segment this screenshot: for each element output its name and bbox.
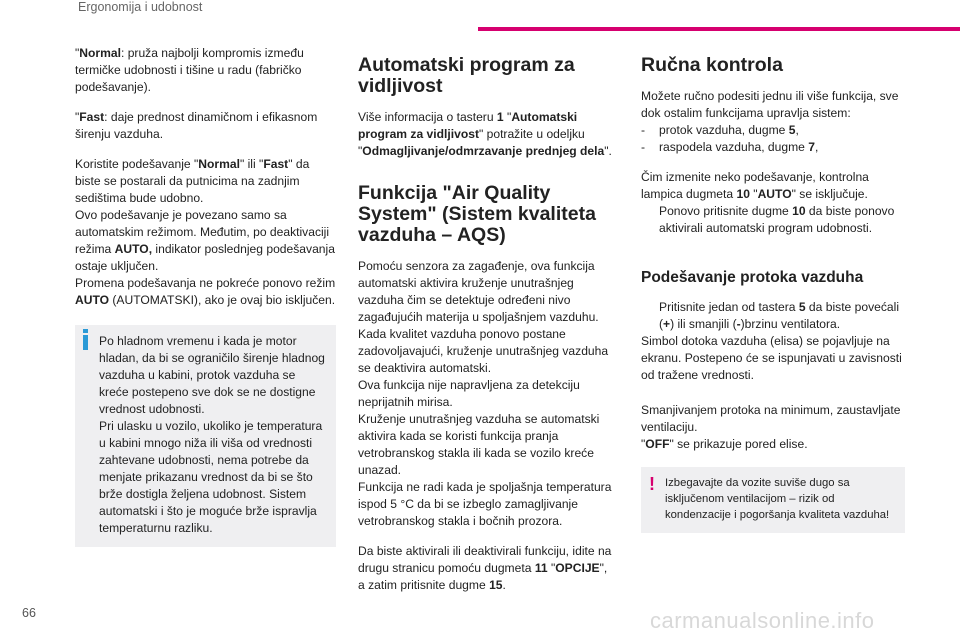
text: Kruženje unutrašnjeg vazduha se automatski aktivira kada se koristi funkcija pranja vetrobranskog stakla ili kada se vozilo kreće unazad. [358, 412, 600, 477]
text: " [749, 187, 758, 201]
text: indikator poslednjeg podešavanja ostaje uključen. [75, 242, 335, 273]
plus-sign: + [663, 317, 671, 331]
heading-visibility-program: Automatski program za vidljivost [358, 54, 575, 97]
text: ". [604, 144, 612, 158]
info-icon [83, 335, 88, 350]
term-auto: AUTO, [114, 242, 153, 256]
text: Smanjivanjem protoka na minimum, zaustavljate ventilaciju. [641, 403, 901, 434]
paragraph-normal: "Normal: pruža najbolji kompromis između termičke udobnosti i tišine u radu (fabričko podešavanje). [75, 46, 304, 94]
paragraph-manual [641, 88, 905, 156]
button-number: 5 [788, 123, 796, 137]
text: Simbol dotoka vazduha (elisa) se pojavljuje na ekranu. Postepeno će se ispunjavati u zavisnosti od tražene vrednosti. [641, 334, 902, 382]
text: Pritisnite jedan od tastera [659, 300, 799, 314]
term-fast: Fast [263, 157, 289, 171]
paragraph-visibility [358, 109, 622, 160]
paragraph-airflow [641, 299, 905, 384]
text: ", [599, 561, 608, 575]
text: da biste ponovo aktivirali automatski program udobnosti. [659, 204, 895, 235]
text: , [815, 140, 819, 154]
text: (AUTOMATSKI), ako je ovaj bio isključen. [109, 293, 336, 307]
term-normal: Normal [198, 157, 240, 171]
text: " [641, 437, 646, 451]
page-number: 66 [22, 606, 36, 620]
heading-airflow: Podešavanje protoka vazduha [641, 269, 864, 286]
note-text: Pri ulasku u vozilo, ukoliko je temperatura u kabini mnogo niža ili viša od vrednosti zahtevane udobnosti, nema potrebe da menjate prikazanu vrednost da bi se što brže dostigla željena udobnost. Sistem automatski i što je moguće brže ispravlja temperaturnu razliku. [99, 419, 323, 535]
text: Više informacija o tasteru [358, 110, 497, 124]
text: Čim izmenite neko podešavanje, kontrolna lampica dugmeta [641, 170, 869, 201]
button-number: 1 [496, 110, 504, 124]
text: Ovo podešavanje je povezano samo sa automatskim režimom. Međutim, po deaktivaciji režima [75, 208, 330, 256]
paragraph-off [641, 402, 905, 453]
button-number: 15 [489, 578, 503, 592]
text: Ponovo pritisnite dugme [659, 204, 793, 218]
text: " se isključuje. [791, 187, 868, 201]
text: " se prikazuje pored elise. [669, 437, 808, 451]
watermark: carmanualsonline.info [650, 608, 875, 633]
dash: - [641, 140, 646, 154]
heading-manual-control: Ručna kontrola [641, 54, 783, 76]
paragraph-auto-off [641, 169, 905, 237]
text: " da biste se postarali da putnicima na zadnjim sedištima bude udobno. [75, 157, 310, 205]
text: Možete ručno podesiti jednu ili više funkcija, sve dok ostalim funkcijama upravlja sistem: [641, 89, 899, 120]
paragraph-aqs [358, 258, 622, 530]
text: Da biste aktivirali ili deaktivirali funkciju, idite na drugu stranicu pomoću dugmeta [358, 544, 612, 575]
warning-text: Izbegavajte da vozite suviše dugo sa isključenom ventilacijom – rizik od kondenzacije i pogoršanja kvaliteta vazduha! [665, 477, 890, 521]
text: " [503, 110, 512, 124]
button-number: 10 [736, 187, 750, 201]
bullet-icon [641, 299, 659, 333]
paragraph-aqs-activate [358, 543, 622, 594]
section-title: Ergonomija i udobnost [78, 0, 203, 14]
text: raspodela vazduha, dugme [659, 140, 809, 154]
text: protok vazduha, dugme [659, 123, 789, 137]
text: . [502, 578, 506, 592]
list-item [641, 122, 905, 139]
dash: - [641, 123, 646, 137]
column-left [75, 45, 336, 547]
term: Odmagljivanje/odmrzavanje prednjeg dela [362, 144, 605, 158]
button-number: 11 [534, 561, 548, 575]
warning-icon: ! [649, 474, 655, 494]
term-normal: Normal [79, 46, 121, 60]
term: AUTO [757, 187, 792, 201]
note-text: Po hladnom vremenu i kada je motor hladan, da bi se ograničilo širenje hladnog vazduha u kabini, protok vazduha se kreće postepeno sve dok se ne dostigne vrednost udobnosti. [99, 334, 325, 416]
text: Promena podešavanja ne pokreće ponovo režim [75, 276, 336, 290]
text-fast: : daje prednost dinamičnom i efikasnom širenju vazduha. [75, 110, 318, 141]
bullet-icon [641, 203, 659, 237]
warning-note [641, 467, 905, 533]
paragraph-fast: "Fast: daje prednost dinamičnom i efikasnom širenju vazduha. [75, 110, 318, 141]
term-off: OFF [645, 437, 670, 451]
text: )brzinu ventilatora. [740, 317, 841, 331]
text: , [795, 123, 799, 137]
text: Kada kvalitet vazduha ponovo postane zadovoljavajući, kruženje unutrašnjeg vazduha se deaktivira automatski. [358, 327, 609, 375]
paragraph-settings [75, 156, 336, 309]
list-item [641, 139, 905, 156]
text: Ova funkcija nije napravljena za detekciju neprijatnih mirisa. [358, 378, 580, 409]
text: " potražite u odeljku " [358, 127, 585, 158]
term: Automatski program za vidljivost [358, 110, 578, 141]
text: " [547, 561, 556, 575]
list-item [641, 299, 905, 333]
header-accent-bar [478, 27, 960, 31]
heading-aqs: Funkcija "Air Quality System" (Sistem kvaliteta vazduha – AQS) [358, 182, 596, 246]
list-item [641, 203, 905, 237]
button-number: 5 [798, 300, 806, 314]
button-number: 7 [808, 140, 815, 154]
column-middle [358, 55, 622, 607]
text: a zatim pritisnite dugme [358, 578, 490, 592]
info-note [75, 325, 336, 547]
button-number: 10 [792, 204, 806, 218]
text: " ili " [239, 157, 264, 171]
text: Pomoću senzora za zagađenje, ova funkcija automatski aktivira kruženje unutrašnjeg vazduha čim se detektuje određeni nivo zagađujućih materija u spoljašnjem vazduhu. [358, 259, 599, 324]
term-fast: Fast [79, 110, 105, 124]
text: ) ili smanjili ( [670, 317, 737, 331]
text: Funkcija ne radi kada je spoljašnja temperatura ispod 5 °C da bi se izbeglo zamagljivanje vetrobranskog stakla i bočnih prozora. [358, 480, 612, 528]
term: OPCIJE [555, 561, 600, 575]
text: Koristite podešavanje " [75, 157, 199, 171]
minus-sign: - [736, 317, 741, 331]
text-normal: : pruža najbolji kompromis između termičke udobnosti i tišine u radu (fabričko podešavanje). [75, 46, 304, 94]
term-auto: AUTO [75, 293, 110, 307]
column-right [641, 55, 905, 533]
text: da biste povećali ( [659, 300, 900, 331]
